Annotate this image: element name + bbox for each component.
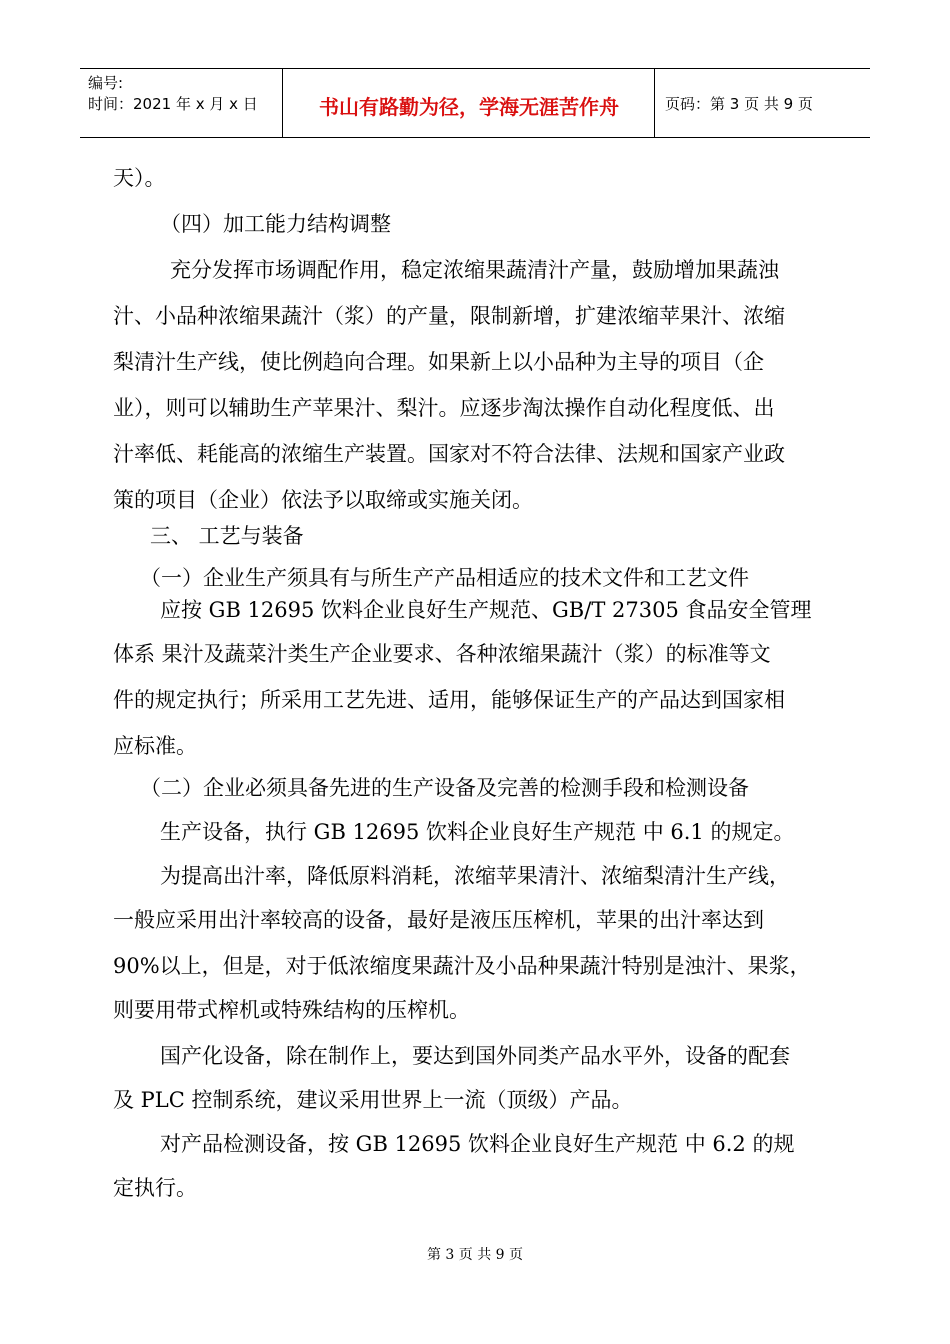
header-meta	[88, 73, 258, 115]
text-line: 件的规定执行；所采用工艺先进、适用，能够保证生产的产品达到国家相	[113, 688, 785, 712]
text-line: 90%以上，但是，对于低浓缩度果蔬汁及小品种果蔬汁特别是浊汁、果浆，	[113, 954, 811, 978]
text-line: 体系 果汁及蔬菜汁类生产企业要求、各种浓缩果蔬汁（浆）的标准等文	[113, 642, 771, 666]
header-motto: 书山有路勤为径，学海无涯苦作舟	[319, 95, 619, 119]
text-line: 生产设备，执行 GB 12695 饮料企业良好生产规范 中 6.1 的规定。	[160, 820, 795, 844]
text-line: 则要用带式榨机或特殊结构的压榨机。	[113, 998, 470, 1022]
text-line: 国产化设备，除在制作上，要达到国外同类产品水平外，设备的配套	[160, 1044, 790, 1068]
text-line: 应按 GB 12695 饮料企业良好生产规范、GB/T 27305 食品安全管理	[160, 598, 812, 622]
text-line: 及 PLC 控制系统，建议采用世界上一流（顶级）产品。	[113, 1088, 633, 1112]
number-label: 编号:	[88, 74, 124, 92]
text-line: 对产品检测设备，按 GB 12695 饮料企业良好生产规范 中 6.2 的规	[160, 1132, 795, 1156]
text-line: 应标准。	[113, 734, 197, 758]
text-line: 汁率低、耗能高的浓缩生产装置。国家对不符合法律、法规和国家产业政	[113, 442, 785, 466]
text-line: 一般应采用出汁率较高的设备，最好是液压压榨机，苹果的出汁率达到	[113, 908, 764, 932]
time-label: 时间：2021 年 x 月 x 日	[88, 95, 258, 113]
chapter-heading: 三、 工艺与装备	[150, 524, 304, 548]
text-line: 梨清汁生产线，使比例趋向合理。如果新上以小品种为主导的项目（企	[113, 350, 764, 374]
text-line: 为提高出汁率，降低原料消耗，浓缩苹果清汁、浓缩梨清汁生产线，	[160, 864, 790, 888]
text-line: 策的项目（企业）依法予以取缔或实施关闭。	[113, 488, 533, 512]
section-heading: （一）企业生产须具有与所生产产品相适应的技术文件和工艺文件	[140, 566, 749, 590]
text-line: 汁、小品种浓缩果蔬汁（浆）的产量，限制新增，扩建浓缩苹果汁、浓缩	[113, 304, 785, 328]
header-divider	[282, 69, 283, 137]
text-line: 充分发挥市场调配作用，稳定浓缩果蔬清汁产量，鼓励增加果蔬浊	[170, 258, 779, 282]
header-divider	[654, 69, 655, 137]
page-footer: 第 3 页 共 9 页	[426, 1247, 524, 1263]
text-line: 业），则可以辅助生产苹果汁、梨汁。应逐步淘汰操作自动化程度低、出	[113, 396, 775, 420]
section-heading: （四）加工能力结构调整	[160, 212, 391, 236]
text-line: 定执行。	[113, 1176, 197, 1200]
document-header	[80, 68, 870, 138]
header-page-info: 页码：第 3 页 共 9 页	[665, 95, 813, 113]
text-line: 天）。	[113, 166, 166, 190]
section-heading: （二）企业必须具备先进的生产设备及完善的检测手段和检测设备	[140, 776, 749, 800]
